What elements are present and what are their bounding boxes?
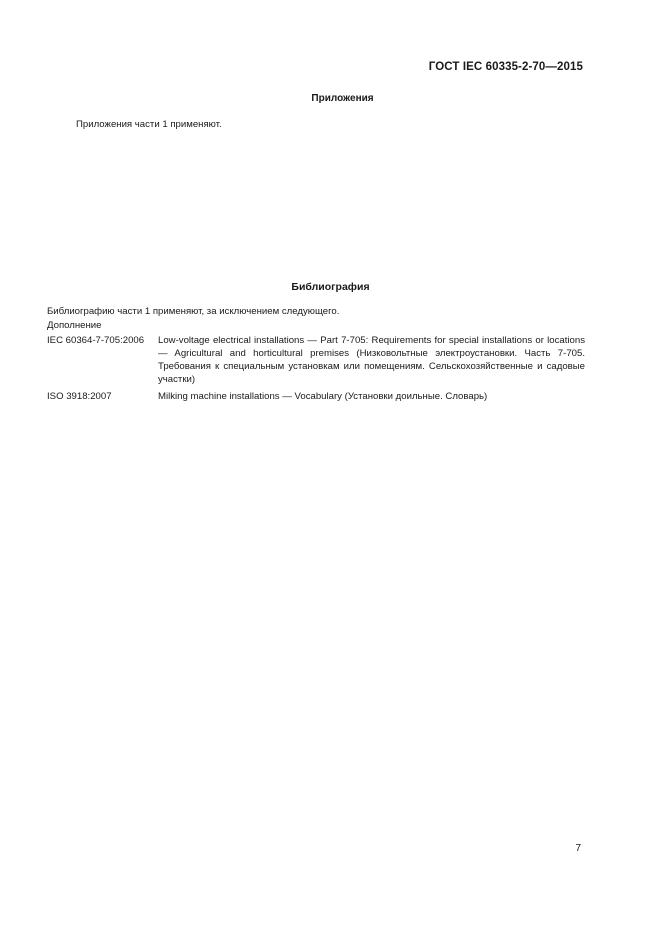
annexes-text: Приложения части 1 применяют.: [76, 119, 222, 130]
bibliography-addition-label: Дополнение: [47, 320, 102, 331]
annexes-heading: Приложения: [311, 93, 374, 104]
bibliography-heading: Библиография: [291, 281, 370, 293]
bibliography-entry-code: IEC 60364-7-705:2006: [47, 335, 145, 346]
page-number: 7: [575, 843, 581, 854]
bibliography-intro: Библиографию части 1 применяют, за исключением следующего.: [47, 306, 340, 317]
bibliography-entry-code: ISO 3918:2007: [47, 391, 112, 402]
bibliography-entry: [47, 390, 585, 403]
bibliography-entry-description: Low-voltage electrical installations — Part 7-705: Requirements for special installations or locations — Agricultural and horticultural premises (Низковольтные электроустановки. Часть 7-705. Требования к специальным установкам или помещениям. Сельскохозяйственные и садовые участки): [158, 335, 585, 385]
bibliography-entry: [47, 334, 585, 386]
bibliography-entry-description: Milking machine installations — Vocabulary (Установки доильные. Словарь): [158, 391, 488, 402]
bibliography-list: [47, 334, 585, 407]
standard-identifier: ГОСТ IEC 60335-2-70—2015: [428, 61, 583, 73]
